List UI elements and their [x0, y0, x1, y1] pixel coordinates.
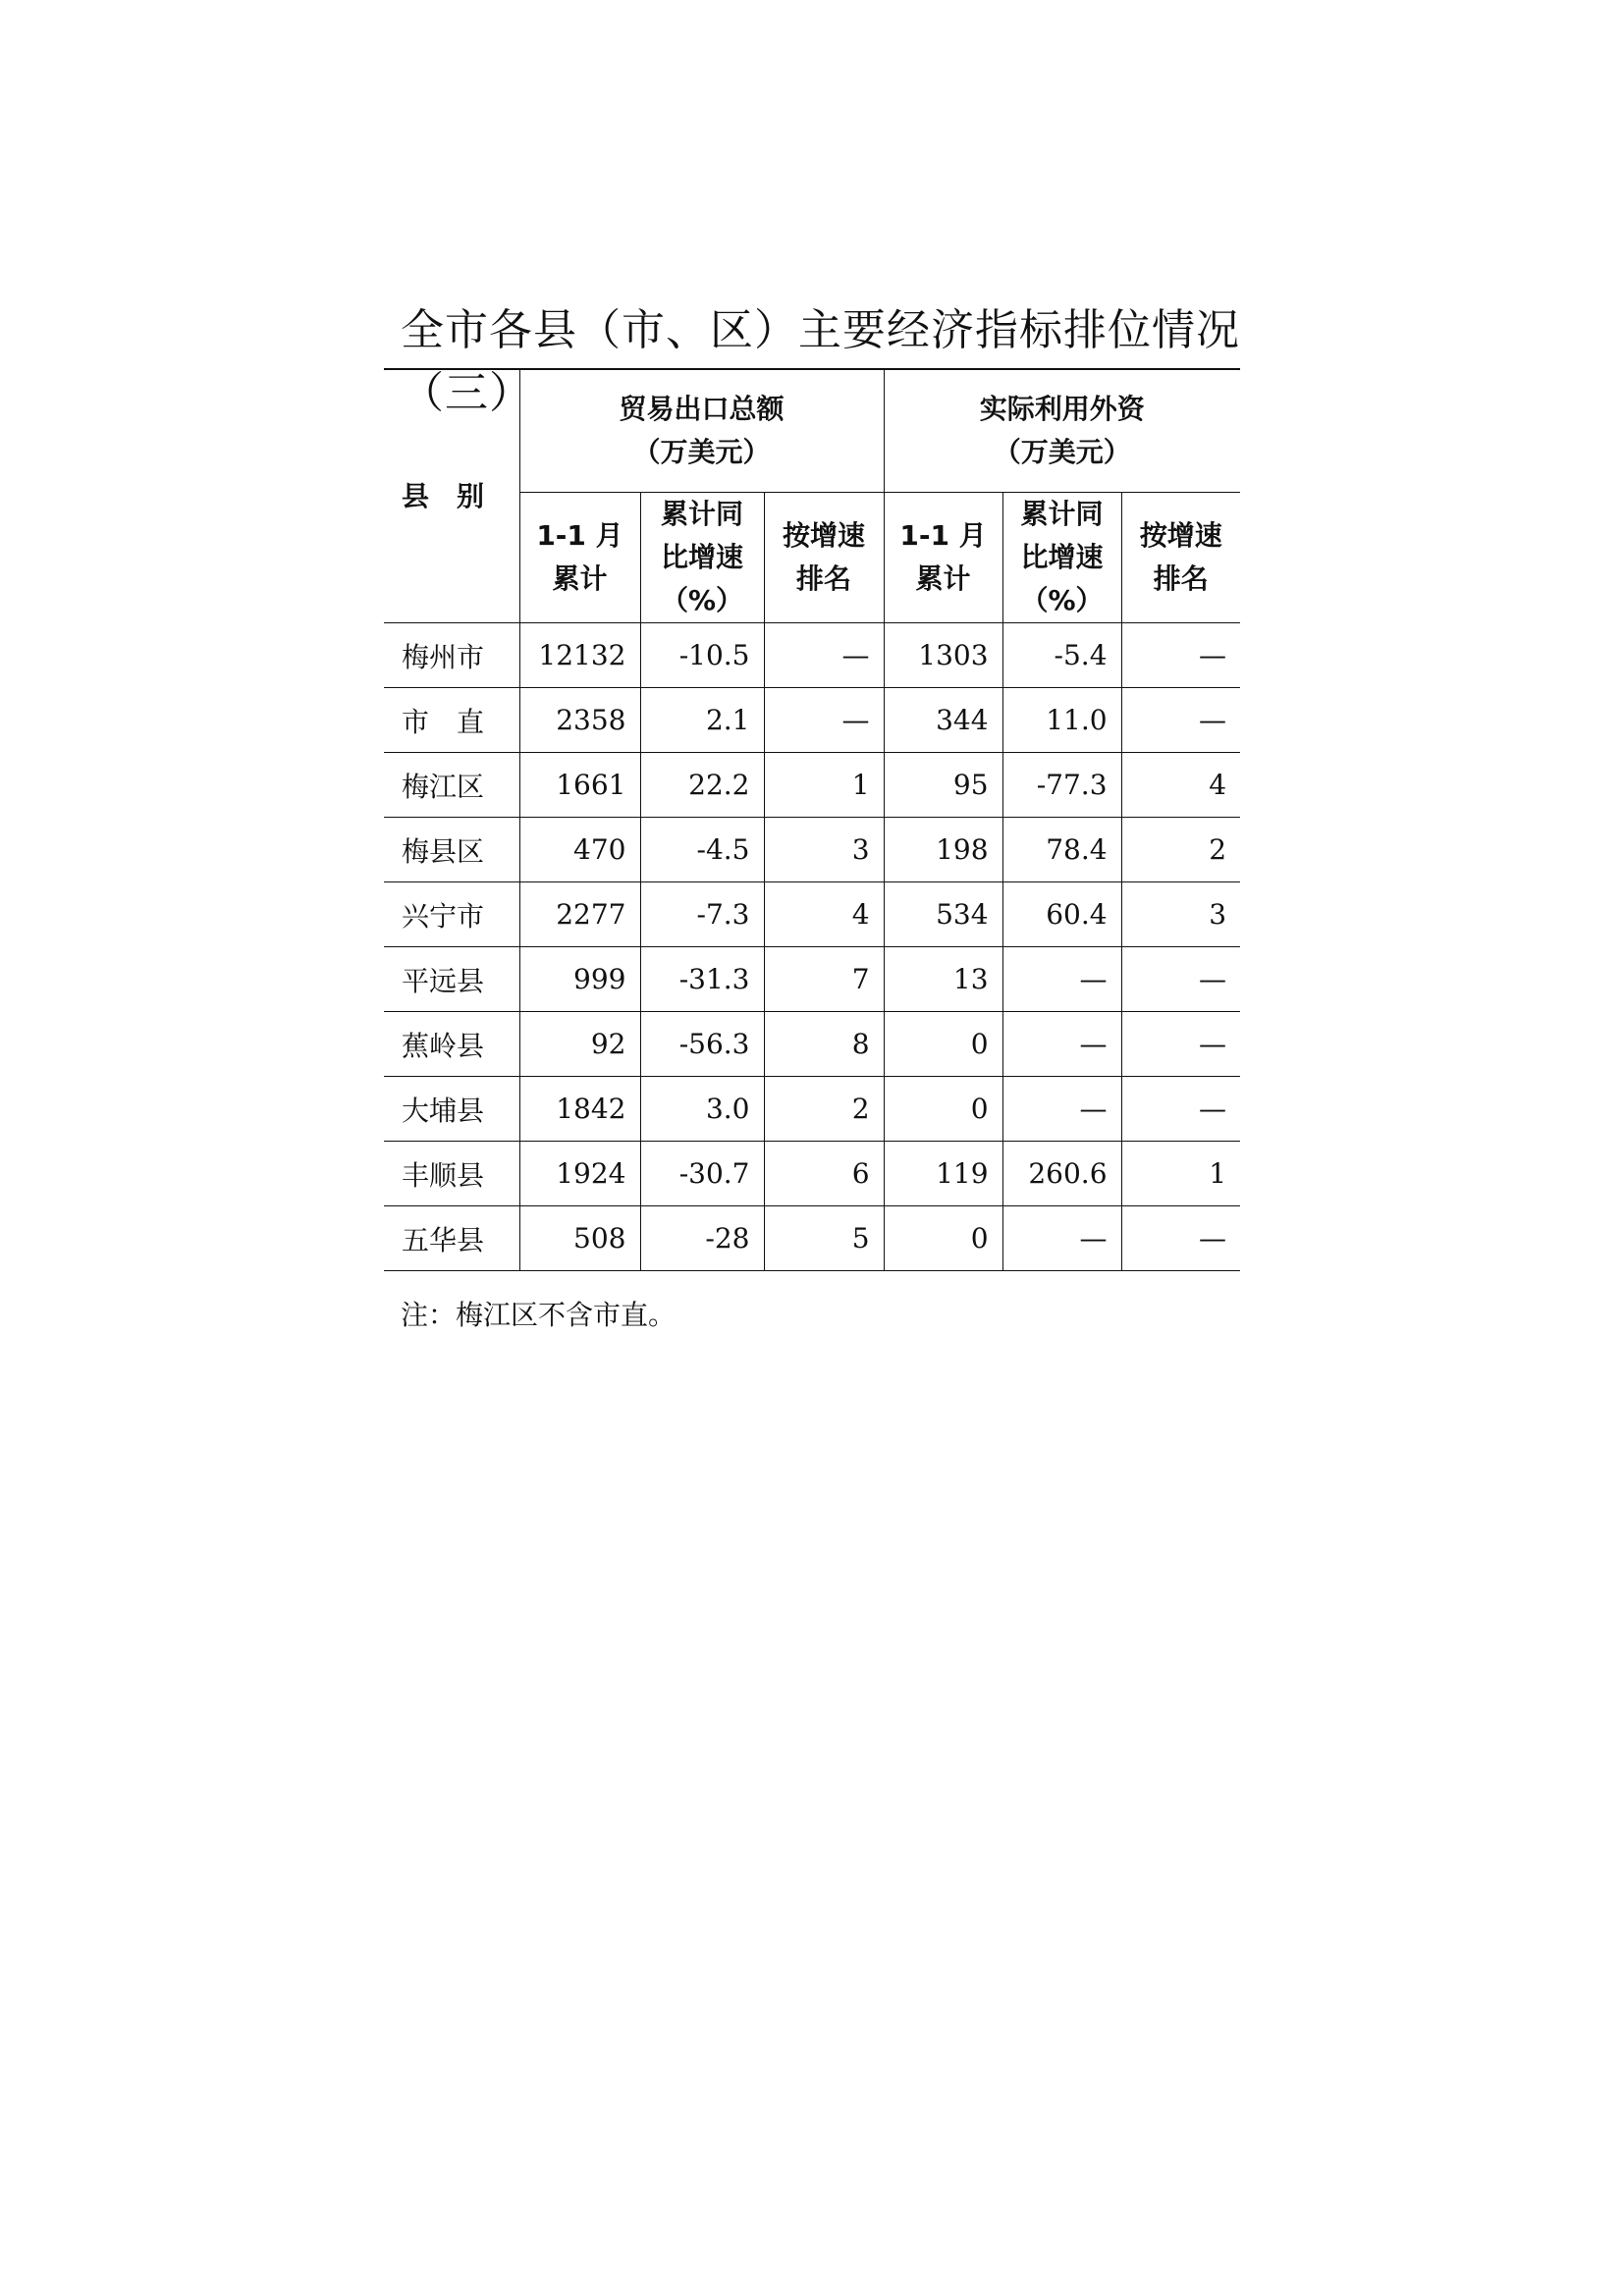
- value-cell: 8: [764, 1012, 884, 1077]
- table-row: [384, 818, 1240, 882]
- value-cell: 3.0: [640, 1077, 764, 1142]
- value-cell: —: [1002, 1077, 1121, 1142]
- table-row: [384, 1206, 1240, 1271]
- value-cell: 4: [764, 882, 884, 947]
- county-name-cell: 大埔县: [384, 1077, 519, 1142]
- county-header: 县 别: [384, 369, 519, 623]
- sub-header-4: 累计同 比增速 （%）: [1002, 493, 1121, 623]
- table-row: [384, 1012, 1240, 1077]
- value-cell: —: [1002, 947, 1121, 1012]
- value-cell: 1661: [519, 753, 640, 818]
- value-cell: 7: [764, 947, 884, 1012]
- value-cell: -4.5: [640, 818, 764, 882]
- value-cell: 0: [884, 1077, 1002, 1142]
- group-header-fdi: 实际利用外资 （万美元）: [884, 369, 1240, 493]
- sub-header-0: 1-1 月 累计: [519, 493, 640, 623]
- value-cell: 3: [1121, 882, 1240, 947]
- value-cell: -56.3: [640, 1012, 764, 1077]
- value-cell: 1: [1121, 1142, 1240, 1206]
- value-cell: 2: [1121, 818, 1240, 882]
- table-row: [384, 1142, 1240, 1206]
- indicator-table: [384, 368, 1240, 1271]
- table-row: [384, 753, 1240, 818]
- value-cell: 119: [884, 1142, 1002, 1206]
- table-row: [384, 1077, 1240, 1142]
- value-cell: 344: [884, 688, 1002, 753]
- value-cell: 534: [884, 882, 1002, 947]
- value-cell: 2: [764, 1077, 884, 1142]
- value-cell: —: [1121, 688, 1240, 753]
- county-name-cell: 平远县: [384, 947, 519, 1012]
- county-name-cell: 丰顺县: [384, 1142, 519, 1206]
- table-row: [384, 688, 1240, 753]
- value-cell: 999: [519, 947, 640, 1012]
- table-row: [384, 882, 1240, 947]
- value-cell: 2277: [519, 882, 640, 947]
- value-cell: 1842: [519, 1077, 640, 1142]
- county-name-cell: 梅州市: [384, 623, 519, 688]
- county-name-cell: 梅江区: [384, 753, 519, 818]
- value-cell: 6: [764, 1142, 884, 1206]
- sub-header-1: 累计同 比增速 （%）: [640, 493, 764, 623]
- value-cell: 1: [764, 753, 884, 818]
- value-cell: 1303: [884, 623, 1002, 688]
- sub-header-2: 按增速 排名: [764, 493, 884, 623]
- table-title: 全市各县（市、区）主要经济指标排位情况 （三）: [401, 305, 1240, 418]
- value-cell: 11.0: [1002, 688, 1121, 753]
- value-cell: 3: [764, 818, 884, 882]
- value-cell: —: [764, 688, 884, 753]
- value-cell: 198: [884, 818, 1002, 882]
- value-cell: —: [1121, 1206, 1240, 1271]
- value-cell: 0: [884, 1012, 1002, 1077]
- value-cell: -77.3: [1002, 753, 1121, 818]
- value-cell: —: [764, 623, 884, 688]
- value-cell: 508: [519, 1206, 640, 1271]
- value-cell: —: [1121, 1012, 1240, 1077]
- county-name-cell: 五华县: [384, 1206, 519, 1271]
- group-header-export: 贸易出口总额 （万美元）: [519, 369, 884, 493]
- table-row: [384, 947, 1240, 1012]
- value-cell: 60.4: [1002, 882, 1121, 947]
- value-cell: -28: [640, 1206, 764, 1271]
- county-name-cell: 梅县区: [384, 818, 519, 882]
- value-cell: -31.3: [640, 947, 764, 1012]
- value-cell: 2.1: [640, 688, 764, 753]
- value-cell: 78.4: [1002, 818, 1121, 882]
- value-cell: 95: [884, 753, 1002, 818]
- value-cell: 12132: [519, 623, 640, 688]
- value-cell: —: [1121, 623, 1240, 688]
- value-cell: 260.6: [1002, 1142, 1121, 1206]
- value-cell: 22.2: [640, 753, 764, 818]
- value-cell: —: [1121, 947, 1240, 1012]
- value-cell: 470: [519, 818, 640, 882]
- value-cell: -7.3: [640, 882, 764, 947]
- sub-header-3: 1-1 月 累计: [884, 493, 1002, 623]
- footnote: 注：梅江区不含市直。: [401, 1299, 677, 1331]
- value-cell: 92: [519, 1012, 640, 1077]
- value-cell: 1924: [519, 1142, 640, 1206]
- value-cell: 4: [1121, 753, 1240, 818]
- value-cell: -30.7: [640, 1142, 764, 1206]
- sub-header-5: 按增速 排名: [1121, 493, 1240, 623]
- table-row: [384, 623, 1240, 688]
- value-cell: —: [1002, 1206, 1121, 1271]
- value-cell: 13: [884, 947, 1002, 1012]
- value-cell: —: [1121, 1077, 1240, 1142]
- value-cell: 0: [884, 1206, 1002, 1271]
- county-name-cell: 蕉岭县: [384, 1012, 519, 1077]
- value-cell: -5.4: [1002, 623, 1121, 688]
- value-cell: —: [1002, 1012, 1121, 1077]
- value-cell: 5: [764, 1206, 884, 1271]
- county-name-cell: 市 直: [384, 688, 519, 753]
- value-cell: 2358: [519, 688, 640, 753]
- county-name-cell: 兴宁市: [384, 882, 519, 947]
- value-cell: -10.5: [640, 623, 764, 688]
